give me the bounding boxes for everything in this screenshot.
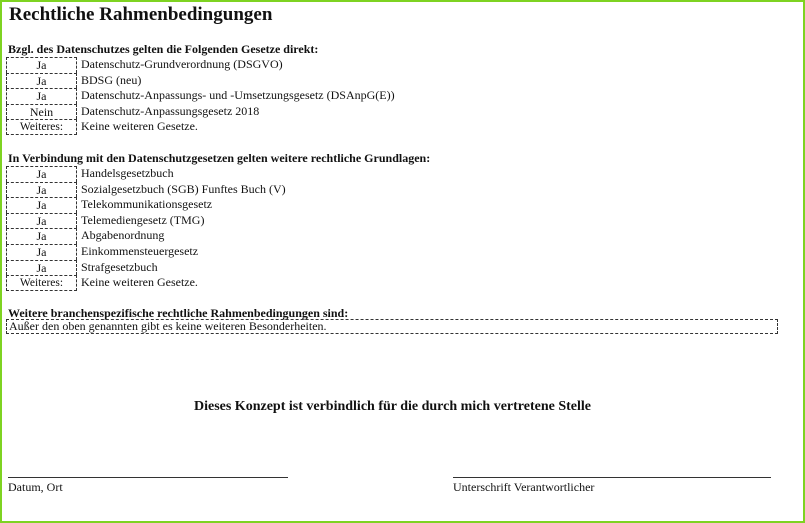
answer-field[interactable]: Ja — [6, 88, 77, 104]
answer-field[interactable]: Ja — [6, 244, 77, 260]
law-label: Datenschutz-Anpassungs- und -Umsetzungsgesetz (DSAnpG(E)) — [81, 88, 395, 103]
law-label: Datenschutz-Anpassungsgesetz 2018 — [81, 103, 260, 118]
page-title: Rechtliche Rahmenbedingungen — [9, 4, 273, 25]
law-label: Strafgesetzbuch — [81, 259, 158, 274]
answer-field[interactable]: Ja — [6, 57, 77, 73]
answer-field[interactable]: Ja — [6, 197, 77, 213]
law-row — [6, 197, 286, 213]
law-label: Datenschutz-Grundverordnung (DSGVO) — [81, 57, 283, 71]
law-row — [6, 244, 286, 260]
grundlagen-law-list — [6, 166, 286, 291]
law-label: Sozialgesetzbuch (SGB) Funftes Buch (V) — [81, 181, 286, 196]
section-heading-datenschutz: Bzgl. des Datenschutzes gelten die Folgenden Gesetze direkt: — [8, 42, 319, 56]
law-label: BDSG (neu) — [81, 72, 142, 87]
weiteres-label: Weiteres: — [6, 119, 77, 135]
law-label: Einkommensteuergesetz — [81, 243, 199, 258]
weiteres-field[interactable]: Keine weiteren Gesetze. — [81, 275, 198, 290]
answer-field[interactable]: Nein — [6, 104, 77, 120]
signature-label: Unterschrift Verantwortlicher — [453, 480, 595, 494]
answer-field[interactable]: Ja — [6, 166, 77, 182]
law-row — [6, 166, 286, 182]
law-row-weiteres — [6, 119, 395, 135]
law-row-weiteres — [6, 275, 286, 291]
answer-field[interactable]: Ja — [6, 228, 77, 244]
law-row — [6, 182, 286, 198]
law-label: Abgabenordnung — [81, 228, 165, 243]
weiteres-label: Weiteres: — [6, 275, 77, 291]
answer-field[interactable]: Ja — [6, 260, 77, 276]
section-heading-rechtliche-grundlagen: In Verbindung mit den Datenschutzgesetzen gelten weitere rechtliche Grundlagen: — [8, 151, 431, 165]
law-row — [6, 88, 395, 104]
law-row — [6, 57, 395, 73]
law-label: Telekommunikationsgesetz — [81, 197, 213, 212]
law-label: Handelsgesetzbuch — [81, 166, 174, 180]
section-heading-branchenspezifisch: Weitere branchenspezifische rechtliche Rahmenbedingungen sind: — [8, 306, 349, 320]
law-row — [6, 228, 286, 244]
law-row — [6, 73, 395, 89]
law-row — [6, 213, 286, 229]
answer-field[interactable]: Ja — [6, 73, 77, 89]
branchenspezifisch-text-field[interactable]: Außer den oben genannten gibt es keine weiteren Besonderheiten. — [6, 319, 778, 334]
date-place-label: Datum, Ort — [8, 480, 63, 494]
binding-statement: Dieses Konzept ist verbindlich für die durch mich vertretene Stelle — [193, 399, 591, 414]
date-place-line[interactable] — [8, 477, 288, 478]
weiteres-field[interactable]: Keine weiteren Gesetze. — [81, 119, 198, 134]
answer-field[interactable]: Ja — [6, 182, 77, 198]
datenschutz-law-list — [6, 57, 395, 135]
signature-line[interactable] — [453, 477, 771, 478]
law-row — [6, 260, 286, 276]
law-label: Telemediengesetz (TMG) — [81, 212, 205, 227]
answer-field[interactable]: Ja — [6, 213, 77, 229]
law-row — [6, 104, 395, 120]
